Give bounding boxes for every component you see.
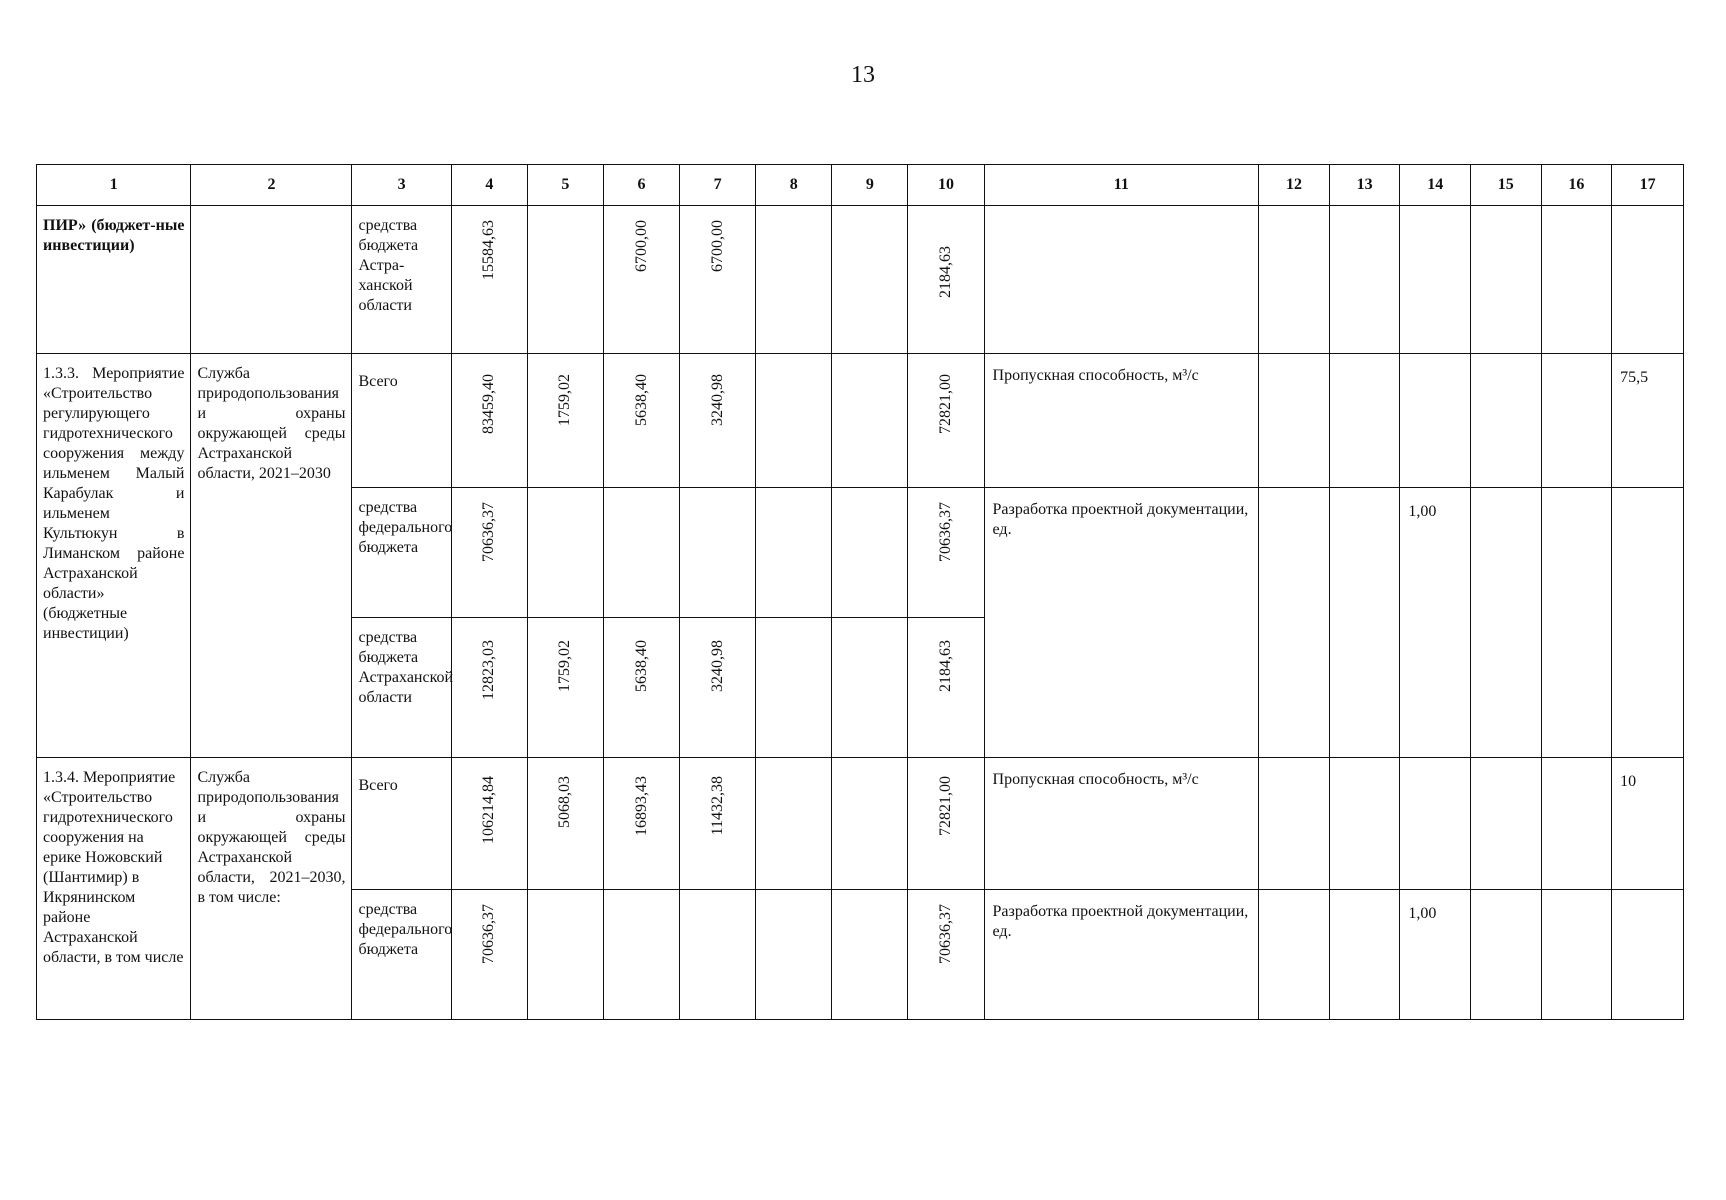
header-cell: 2 bbox=[191, 165, 352, 206]
header-cell: 11 bbox=[984, 165, 1259, 206]
empty-cell bbox=[1541, 890, 1612, 1020]
header-cell: 14 bbox=[1400, 165, 1471, 206]
empty-cell bbox=[832, 488, 908, 618]
indicator-cell bbox=[984, 354, 1259, 488]
empty-cell bbox=[1329, 354, 1400, 488]
empty-cell bbox=[756, 618, 832, 758]
header-cell: 3 bbox=[352, 165, 451, 206]
amount-cell bbox=[451, 618, 527, 758]
indicator-value-cell bbox=[1612, 758, 1684, 890]
indicator-value-cell bbox=[1400, 890, 1471, 1020]
empty-cell bbox=[832, 618, 908, 758]
amount-value: 11432,38 bbox=[708, 776, 726, 836]
amount-cell bbox=[451, 354, 527, 488]
empty-cell bbox=[756, 890, 832, 1020]
amount-value: 83459,40 bbox=[480, 374, 498, 434]
amount-cell bbox=[680, 354, 756, 488]
amount-cell bbox=[908, 206, 984, 354]
empty-cell bbox=[832, 758, 908, 890]
budget-table bbox=[36, 164, 1684, 1020]
funding-source-text: средства федерального бюджета bbox=[358, 901, 453, 958]
empty-cell bbox=[832, 354, 908, 488]
empty-cell bbox=[1470, 890, 1541, 1020]
indicator-text: Разработка проектной документации, ед. bbox=[992, 501, 1249, 538]
indicator-value: 75,5 bbox=[1620, 369, 1649, 386]
empty-cell bbox=[1470, 354, 1541, 488]
amount-value: 72821,00 bbox=[936, 374, 954, 434]
amount-cell bbox=[680, 206, 756, 354]
funding-source-text: средства федерального бюджета bbox=[358, 499, 453, 556]
empty-cell bbox=[1612, 488, 1684, 758]
empty-cell bbox=[756, 206, 832, 354]
responsible-text: Служба природопользования и охраны окружающей среды Астраханской области, 2021–2030 bbox=[197, 365, 346, 482]
indicator-text: Пропускная способность, м³/с bbox=[992, 367, 1199, 384]
responsible-cell bbox=[191, 758, 352, 1020]
indicator-text: Пропускная способность, м³/с bbox=[992, 771, 1199, 788]
indicator-cell bbox=[984, 890, 1259, 1020]
empty-cell bbox=[756, 758, 832, 890]
empty-cell bbox=[1400, 206, 1471, 354]
amount-cell bbox=[451, 758, 527, 890]
amount-cell bbox=[527, 758, 603, 890]
amount-cell bbox=[527, 354, 603, 488]
header-cell: 8 bbox=[756, 165, 832, 206]
header-cell: 4 bbox=[451, 165, 527, 206]
header-cell: 10 bbox=[908, 165, 984, 206]
empty-cell bbox=[191, 206, 352, 354]
amount-value: 3240,98 bbox=[708, 374, 726, 426]
funding-source-cell bbox=[352, 206, 451, 354]
amount-value: 5068,03 bbox=[556, 776, 574, 828]
amount-cell bbox=[908, 890, 984, 1020]
indicator-value-cell bbox=[1400, 488, 1471, 758]
amount-value: 1759,02 bbox=[556, 640, 574, 692]
empty-cell bbox=[1541, 758, 1612, 890]
funding-source-cell bbox=[352, 354, 451, 488]
empty-cell bbox=[527, 890, 603, 1020]
activity-text: 1.3.4. Мероприятие «Строительство гидротехнического сооружения на ерике Ножовский (Шантимир) в Икрянинском районе Астраханской области, в том числе bbox=[43, 769, 184, 966]
header-cell: 6 bbox=[603, 165, 679, 206]
empty-cell bbox=[1470, 206, 1541, 354]
amount-value: 72821,00 bbox=[936, 776, 954, 836]
indicator-value: 10 bbox=[1620, 773, 1637, 790]
amount-value: 15584,63 bbox=[480, 220, 498, 280]
empty-cell bbox=[1259, 206, 1330, 354]
empty-cell bbox=[1329, 890, 1400, 1020]
empty-cell bbox=[1541, 206, 1612, 354]
header-cell: 13 bbox=[1329, 165, 1400, 206]
indicator-value: 1,00 bbox=[1408, 905, 1437, 922]
empty-cell bbox=[756, 354, 832, 488]
amount-value: 2184,63 bbox=[936, 640, 954, 692]
header-row bbox=[37, 165, 1684, 206]
header-cell: 9 bbox=[832, 165, 908, 206]
table-row bbox=[37, 206, 1684, 354]
amount-value: 16893,43 bbox=[632, 776, 650, 836]
empty-cell bbox=[832, 206, 908, 354]
empty-cell bbox=[1329, 206, 1400, 354]
amount-value: 2184,63 bbox=[936, 246, 954, 298]
empty-cell bbox=[527, 206, 603, 354]
empty-cell bbox=[1400, 758, 1471, 890]
empty-cell bbox=[680, 890, 756, 1020]
funding-source-cell bbox=[352, 890, 451, 1020]
amount-cell bbox=[680, 618, 756, 758]
amount-value: 70636,37 bbox=[936, 502, 954, 562]
empty-cell bbox=[1259, 758, 1330, 890]
funding-source-cell bbox=[352, 618, 454, 758]
amount-value: 3240,98 bbox=[708, 640, 726, 692]
amount-value: 12823,03 bbox=[480, 640, 498, 700]
header-cell: 12 bbox=[1259, 165, 1330, 206]
amount-value: 70636,37 bbox=[480, 904, 498, 964]
table-row bbox=[37, 354, 1684, 488]
amount-cell bbox=[451, 890, 527, 1020]
amount-cell bbox=[527, 618, 603, 758]
funding-source-text: Всего bbox=[358, 777, 398, 794]
activity-text: ПИР» (бюджет-ные инвестиции) bbox=[43, 217, 185, 254]
header-cell: 7 bbox=[680, 165, 756, 206]
activity-cell bbox=[37, 206, 191, 354]
empty-cell bbox=[1329, 758, 1400, 890]
amount-cell bbox=[451, 206, 527, 354]
amount-value: 1759,02 bbox=[556, 374, 574, 426]
amount-value: 5638,40 bbox=[632, 374, 650, 426]
amount-value: 70636,37 bbox=[480, 502, 498, 562]
empty-cell bbox=[1612, 890, 1684, 1020]
empty-cell bbox=[1470, 488, 1541, 758]
amount-value: 6700,00 bbox=[708, 220, 726, 272]
header-cell: 15 bbox=[1470, 165, 1541, 206]
header-cell: 1 bbox=[37, 165, 191, 206]
indicator-text: Разработка проектной документации, ед. bbox=[992, 903, 1249, 940]
funding-source-text: средства бюджета Астра-ханской области bbox=[358, 217, 419, 314]
responsible-cell bbox=[191, 354, 352, 758]
empty-cell bbox=[984, 206, 1259, 354]
amount-cell bbox=[908, 488, 984, 618]
amount-cell bbox=[603, 618, 679, 758]
amount-cell bbox=[603, 758, 679, 890]
empty-cell bbox=[1541, 488, 1612, 758]
header-cell: 17 bbox=[1612, 165, 1684, 206]
indicator-value: 1,00 bbox=[1408, 503, 1437, 520]
empty-cell bbox=[1400, 354, 1471, 488]
empty-cell bbox=[832, 890, 908, 1020]
amount-cell bbox=[603, 354, 679, 488]
amount-value: 106214,84 bbox=[480, 776, 498, 844]
amount-value: 70636,37 bbox=[936, 904, 954, 964]
amount-value: 5638,40 bbox=[632, 640, 650, 692]
empty-cell bbox=[1259, 354, 1330, 488]
funding-source-cell bbox=[352, 488, 451, 618]
empty-cell bbox=[1259, 890, 1330, 1020]
page-number: 13 bbox=[851, 62, 875, 88]
activity-cell bbox=[37, 354, 191, 758]
empty-cell bbox=[603, 890, 679, 1020]
empty-cell bbox=[680, 488, 756, 618]
empty-cell bbox=[1329, 488, 1400, 758]
table-row bbox=[37, 758, 1684, 890]
indicator-cell bbox=[984, 758, 1259, 890]
responsible-text: Служба природопользования и охраны окружающей среды Астраханской области, 2021–2030, в том числе: bbox=[197, 769, 346, 906]
amount-cell bbox=[451, 488, 527, 618]
empty-cell bbox=[603, 488, 679, 618]
empty-cell bbox=[1259, 488, 1330, 758]
activity-text: 1.3.3. Мероприятие «Строительство регулирующего гидротехнического сооружения между ильменем Малый Карабулак и ильменем Культюкун в Лиманском районе Астраханской области» (бюджетные инвестиции) bbox=[43, 365, 185, 642]
amount-cell bbox=[908, 618, 984, 758]
empty-cell bbox=[1541, 354, 1612, 488]
empty-cell bbox=[1612, 206, 1684, 354]
empty-cell bbox=[527, 488, 603, 618]
amount-cell bbox=[603, 206, 679, 354]
amount-value: 6700,00 bbox=[632, 220, 650, 272]
empty-cell bbox=[756, 488, 832, 618]
indicator-cell bbox=[984, 488, 1259, 758]
funding-source-text: средства бюджета Астраханской области bbox=[358, 629, 454, 706]
activity-cell bbox=[37, 758, 191, 1020]
funding-source-text: Всего bbox=[358, 373, 398, 390]
empty-cell bbox=[1470, 758, 1541, 890]
header-cell: 5 bbox=[527, 165, 603, 206]
amount-cell bbox=[908, 758, 984, 890]
indicator-value-cell bbox=[1612, 354, 1684, 488]
funding-source-cell bbox=[352, 758, 451, 890]
header-cell: 16 bbox=[1541, 165, 1612, 206]
amount-cell bbox=[908, 354, 984, 488]
amount-cell bbox=[680, 758, 756, 890]
